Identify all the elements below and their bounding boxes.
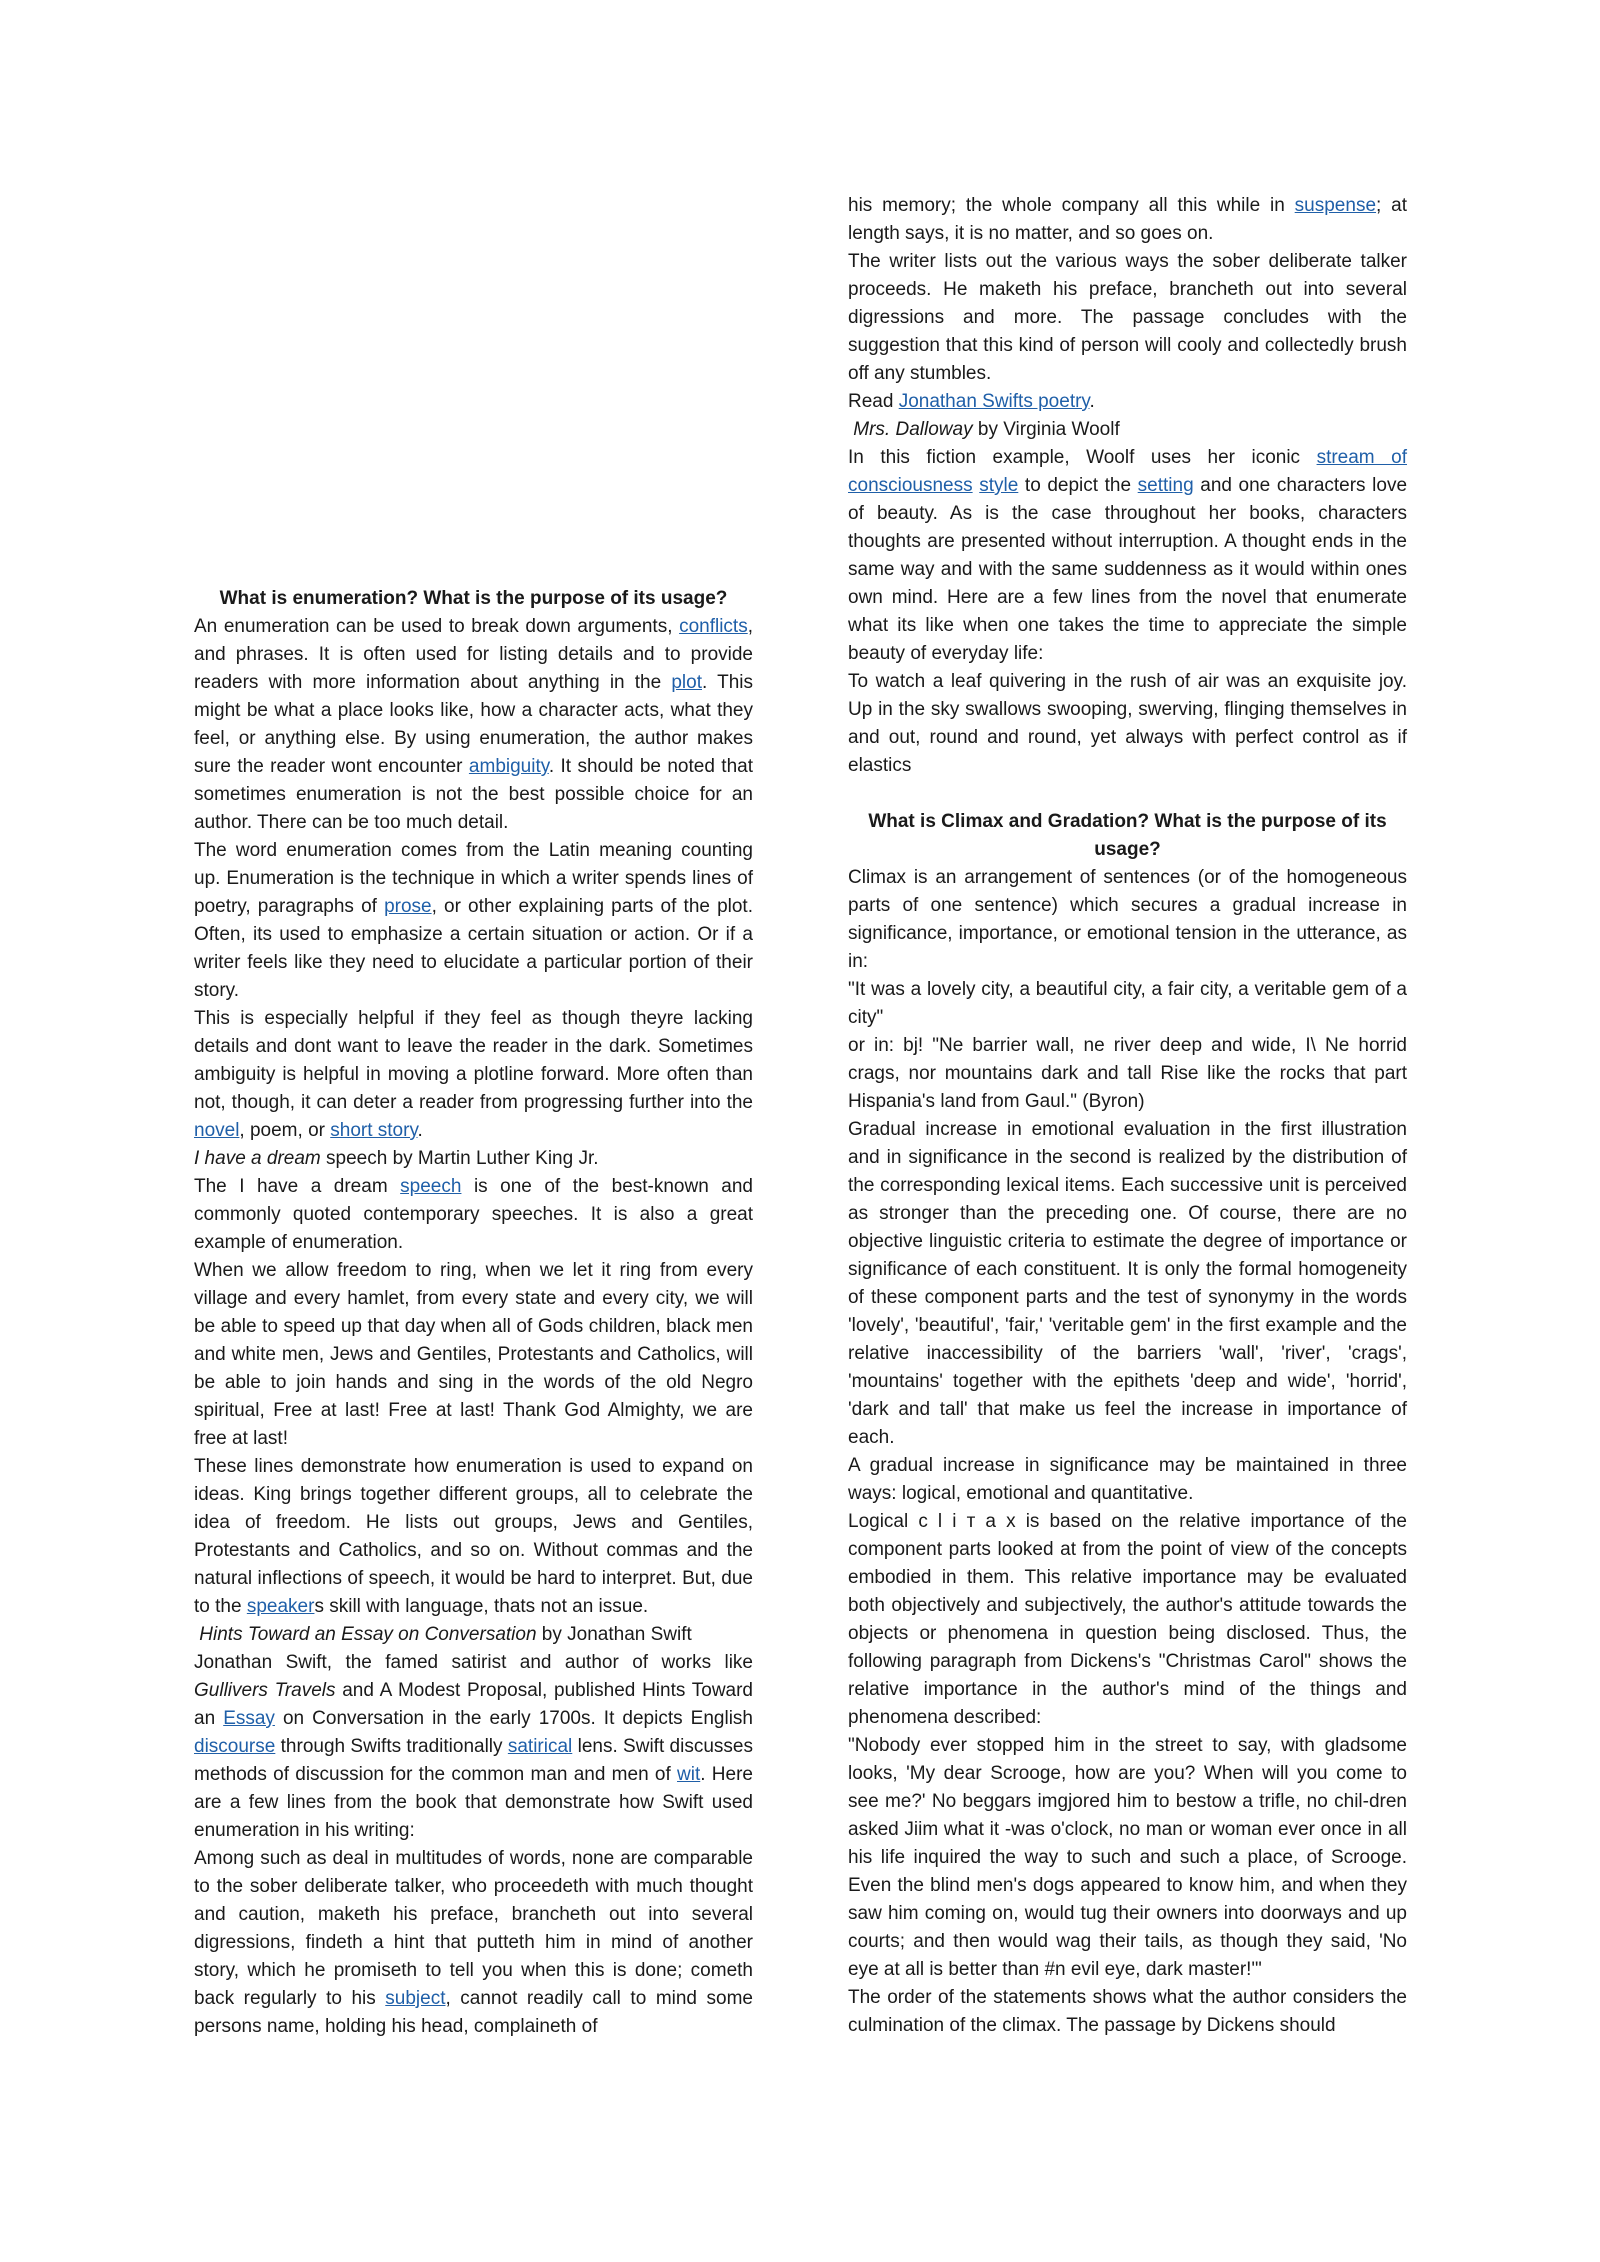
quote-woolf: To watch a leaf quivering in the rush of air was an exquisite joy. Up in the sky swallows swooping, swerving, flinging themselves in and out, round and round, yet always with perfect control as if elastics	[848, 671, 1407, 776]
paragraph: A gradual increase in significance may be maintained in three ways: logical, emotional and quantitative.	[848, 1455, 1407, 1504]
paragraph: Logical c l i т a x is based on the relative importance of the component parts looked at from the point of view of the concepts embodied in them. This relative importance may be evaluated both objectively and subjectively, the author's attitude towards the objects or phenomena in question being disclosed. Thus, the following paragraph from Dickens's "Christmas Carol" shows the relative importance in the author's mind of the things and phenomena described:	[848, 1511, 1407, 1728]
link-stream-of-consciousness[interactable]: stream of consciousness	[848, 447, 1407, 496]
paragraph: An enumeration can be used to break down arguments, conflicts, and phrases. It is often used for listing details and to provide readers with more information about anything in the plot. This might be what a place looks like, how a character acts, what they feel, or anything else. By using enumeration, the author makes sure the reader wont encounter ambiguity. It should be noted that sometimes enumeration is not the best possible choice for an author. There can be too much detail.	[194, 616, 753, 833]
link-speaker[interactable]: speaker	[246, 1596, 315, 1617]
link-discourse[interactable]: discourse	[194, 1736, 276, 1757]
link-satirical[interactable]: satirical	[507, 1736, 573, 1757]
example-title-mlk: I have a dream speech by Martin Luther King Jr.	[194, 1148, 599, 1169]
link-plot[interactable]: plot	[671, 672, 702, 693]
quote-dickens: "Nobody ever stopped him in the street to say, with gladsome looks, 'My dear Scrooge, how are you? When will you come to see me?' No beggars imgjored him to bestow a trifle, no chil-dren asked Jiim what it -was o'clock, no man or woman ever once in all his life inquired the way to such and such a place, of Scrooge. Even the blind men's dogs appeared to know him, and when they saw him coming on, would tug their owners into doorways and up courts; and then would wag their tails, as though they said, 'No eye at all is better than #n evil eye, dark master!'"	[848, 1735, 1407, 1980]
paragraph: This is especially helpful if they feel as though theyre lacking details and dont want to leave the reader in the dark. Sometimes ambiguity is helpful in moving a plotline forward. More often than not, though, it can deter a reader from progressing further into the novel, poem, or short story.	[194, 1008, 753, 1141]
spacer	[848, 780, 1407, 808]
link-speech[interactable]: speech	[400, 1176, 462, 1197]
link-short-story[interactable]: short story	[330, 1120, 418, 1141]
link-conflicts[interactable]: conflicts	[679, 616, 748, 637]
link-ambiguity[interactable]: ambiguity	[468, 756, 549, 777]
link-suspense[interactable]: suspense	[1294, 195, 1377, 216]
paragraph: The I have a dream speech is one of the best-known and commonly quoted contemporary speeches. It is also a great example of enumeration.	[194, 1176, 753, 1253]
right-column	[848, 192, 1407, 2040]
left-column	[194, 585, 753, 2041]
example-title-woolf: Mrs. Dalloway by Virginia Woolf	[853, 419, 1120, 440]
link-setting[interactable]: setting	[1137, 475, 1194, 496]
paragraph: The writer lists out the various ways the sober deliberate talker proceeds. He maketh his preface, brancheth out into several digressions and more. The passage concludes with the suggestion that this kind of person will cooly and collectedly brush off any stumbles.	[848, 251, 1407, 384]
link-novel[interactable]: novel	[194, 1120, 240, 1141]
paragraph: Jonathan Swift, the famed satirist and author of works like Gullivers Travels and A Modest Proposal, published Hints Toward an Essay on Conversation in the early 1700s. It depicts English discourse through Swifts traditionally satirical lens. Swift discusses methods of discussion for the common man and men of wit. Here are a few lines from the book that demonstrate how Swift used enumeration in his writing:	[194, 1652, 754, 1841]
paragraph: These lines demonstrate how enumeration is used to expand on ideas. King brings together different groups, all to celebrate the idea of freedom. He lists out groups, Jews and Gentiles, Protestants and Catholics, and so on. Without commas and the natural inflections of speech, it would be hard to interpret. But, due to the speakers skill with language, thats not an issue.	[194, 1456, 753, 1617]
quote-swift-continued: his memory; the whole company all this while in suspense; at length says, it is no matter, and so goes on.	[848, 195, 1407, 244]
example-quote: "It was a lovely city, a beautiful city, a fair city, a veritable gem of a city"	[848, 979, 1407, 1028]
quote-mlk: When we allow freedom to ring, when we let it ring from every village and every hamlet, from every state and every city, we will be able to speed up that day when all of Gods children, black men and white men, Jews and Gentiles, Protestants and Catholics, will be able to join hands and sing in the words of the old Negro spiritual, Free at last! Free at last! Thank God Almighty, we are free at last!	[194, 1260, 753, 1449]
example-title-swift: Hints Toward an Essay on Conversation by Jonathan Swift	[199, 1624, 692, 1645]
example-quote: or in: bj! "Ne barrier wall, ne river deep and wide, I\ Ne horrid crags, nor mountains dark and tall Rise like the rocks that part Hispania's land from Gaul." (Byron)	[848, 1035, 1407, 1112]
paragraph: The order of the statements shows what the author considers the culmination of the climax. The passage by Dickens should	[848, 1987, 1407, 2036]
link-essay[interactable]: Essay	[223, 1708, 275, 1729]
link-subject[interactable]: subject	[385, 1988, 446, 2009]
paragraph: Gradual increase in emotional evaluation in the first illustration and in significance in the second is realized by the distribution of the corresponding lexical items. Each successive unit is perceived as stronger than the preceding one. Of course, there are no objective linguistic criteria to estimate the degree of importance or significance of each constituent. It is only the formal homogeneity of these component parts and the test of synonymy in the words 'lovely', 'beautiful', 'fair,' 'veritable gem' in the first example and the relative inaccessibility of the barriers 'wall', 'river', 'crags', 'mountains' together with the epithets 'deep and wide', 'horrid', 'dark and tall' that make us feel the increase in importance of each.	[848, 1119, 1407, 1448]
paragraph: Climax is an arrangement of sentences (or of the homogeneous parts of one sentence) which secures a gradual increase in significance, importance, or emotional tension in the utterance, as in:	[848, 867, 1407, 972]
quote-swift: Among such as deal in multitudes of words, none are comparable to the sober deliberate talker, who proceedeth with much thought and caution, maketh his preface, brancheth out into several digressions, findeth a hint that putteth him in mind of another story, which he promiseth to tell you when this is done; cometh back regularly to his subject, cannot readily call to mind some persons name, holding his head, complaineth of	[194, 1848, 753, 2037]
link-prose[interactable]: prose	[384, 896, 432, 917]
link-jonathan-swifts-poetry[interactable]: Jonathan Swifts poetry	[898, 391, 1090, 412]
link-wit[interactable]: wit	[677, 1764, 701, 1785]
link-style[interactable]: style	[979, 475, 1019, 496]
section-heading-enumeration: What is enumeration? What is the purpose of its usage?	[219, 588, 728, 609]
paragraph: In this fiction example, Woolf uses her iconic stream of consciousness style to depict the setting and one characters love of beauty. As is the case throughout her books, characters thoughts are presented without interruption. A thought ends in the same way and with the same suddenness as it would within ones own mind. Here are a few lines from the novel that enumerate what its like when one takes the time to appreciate the simple beauty of everyday life:	[848, 447, 1408, 664]
paragraph: Read Jonathan Swifts poetry.	[848, 391, 1095, 412]
paragraph: The word enumeration comes from the Latin meaning counting up. Enumeration is the technique in which a writer spends lines of poetry, paragraphs of prose, or other explaining parts of the plot. Often, its used to emphasize a certain situation or action. Or if a writer feels like they need to elucidate a particular portion of their story.	[194, 840, 753, 1001]
section-heading-climax: What is Climax and Gradation? What is the purpose of its usage?	[868, 811, 1387, 860]
